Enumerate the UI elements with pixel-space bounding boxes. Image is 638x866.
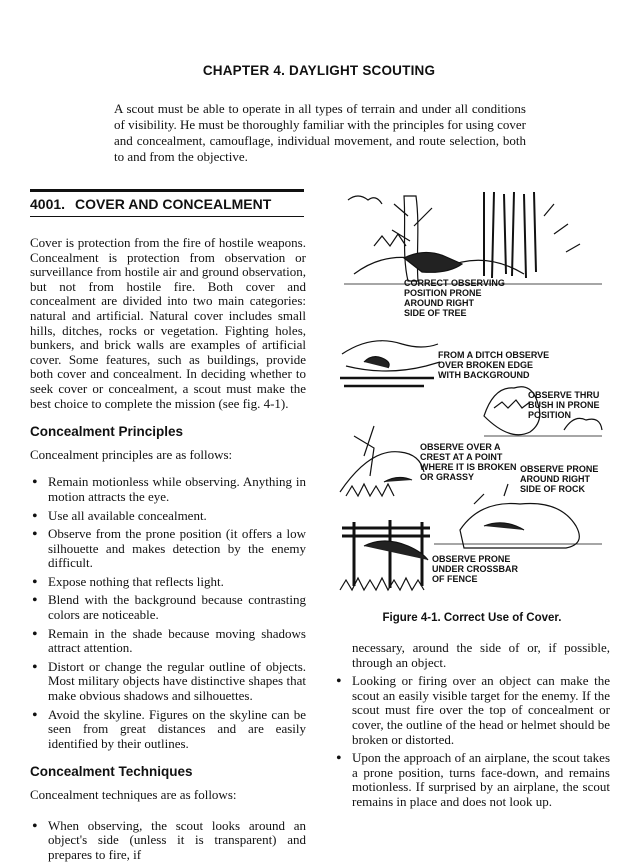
label-crest-line: OBSERVE OVER A [420, 442, 501, 452]
tree-scene-drawing [344, 192, 602, 284]
section-body: Cover is protection from the fire of hostile weapons. Concealment is protection from observation or surveillance from hostile air and ground observation, but not from hostile fire. Both cover and concealment are divided into two main categories: natural and artificial. Natural cover includes small hills, ditches, rocks or vegetation. Fighting holes, bunkers, and brick walls are examples of artificial cover. Some features, such as buildings, provide both cover and concealment. In deciding whether to seek cover or concealment, a scout must make the best choice to complete the mission (see fig. 4-1). [30, 235, 306, 411]
section-rule-top [30, 189, 304, 192]
right-column [334, 641, 610, 814]
label-bush-line: OBSERVE THRU [528, 390, 600, 400]
list-item: • Remain motionless while observing. Anything in motion attracts the eye. [30, 475, 306, 504]
label-crest-line: CREST AT A POINT [420, 452, 503, 462]
list-item: • Use all available concealment. [30, 509, 306, 524]
list-item: • Expose nothing that reflects light. [30, 575, 306, 590]
label-tree-line: POSITION PRONE [404, 288, 482, 298]
label-crest-line: OR GRASSY [420, 472, 475, 482]
label-rock-line: AROUND RIGHT [520, 474, 590, 484]
list-item: • Looking or firing over an object can make the scout an easily visible target for the enemy. If the scout must fire over the top of concealment or cover, the outline of the head or helmet should be broken or distorted. [334, 674, 610, 747]
label-ditch-line: WITH BACKGROUND [438, 370, 530, 380]
figure-caption: Figure 4-1. Correct Use of Cover. [382, 612, 562, 624]
principles-intro: Concealment principles are as follows: [30, 446, 233, 462]
ditch-scene-drawing [340, 341, 440, 386]
list-item: • Blend with the background because contrasting colors are noticeable. [30, 593, 306, 622]
section-rule-bottom [30, 216, 304, 217]
techniques-list-continued [334, 674, 610, 809]
label-tree-line: SIDE OF TREE [404, 308, 467, 318]
label-ditch-line: OVER BROKEN EDGE [438, 360, 534, 370]
label-crest-line: WHERE IT IS BROKEN [420, 462, 517, 472]
label-bush-line: POSITION [528, 410, 572, 420]
list-item: • Avoid the skyline. Figures on the skyline can be seen from great distances and are easily identified by their outlines. [30, 708, 306, 752]
technique-continuation: necessary, around the side of or, if possible, through an object. [352, 640, 610, 670]
left-column [30, 236, 306, 866]
section-heading [30, 196, 271, 212]
principles-heading: Concealment Principles [30, 424, 184, 440]
techniques-heading: Concealment Techniques [30, 764, 193, 780]
crest-scene-drawing [340, 426, 424, 496]
section-title: COVER AND CONCEALMENT [75, 196, 272, 212]
label-fence-line: UNDER CROSSBAR [432, 564, 519, 574]
label-ditch-line: FROM A DITCH OBSERVE [438, 350, 550, 360]
label-tree-line: CORRECT OBSERVING [404, 278, 505, 288]
list-item: • Upon the approach of an airplane, the scout takes a prone position, turns face-down, and remains motionless. If surprised by an airplane, the scout remains in place and does not look up. [334, 751, 610, 809]
list-item: • Distort or change the regular outline of objects. Most military objects have distinctive shapes that make obvious shadows and silhouettes. [30, 660, 306, 704]
list-item: • Remain in the shade because moving shadows attract attention. [30, 627, 306, 656]
techniques-intro: Concealment techniques are as follows: [30, 787, 237, 802]
chapter-title: CHAPTER 4. DAYLIGHT SCOUTING [202, 63, 436, 78]
label-rock-line: SIDE OF ROCK [520, 484, 586, 494]
figure-cover-illustration [334, 186, 610, 606]
section-number: 4001. [30, 196, 66, 212]
label-fence-line: OBSERVE PRONE [432, 554, 511, 564]
label-fence-line: OF FENCE [432, 574, 478, 584]
principles-list [30, 475, 306, 751]
intro-paragraph: A scout must be able to operate in all types of terrain and under all conditions of visibility. He must be thoroughly familiar with the principles for using cover and concealment, camouflage, individual movement, and route selection, both to and from the objective. [114, 101, 526, 164]
list-item: • When observing, the scout looks around an object's side (unless it is transparent) and prepares to fire, if [30, 819, 306, 863]
label-bush-line: BUSH IN PRONE [528, 400, 600, 410]
label-rock-line: OBSERVE PRONE [520, 464, 599, 474]
list-item: • Observe from the prone position (it offers a low silhouette and makes detection by the enemy difficult. [30, 527, 306, 571]
label-tree-line: AROUND RIGHT [404, 298, 474, 308]
